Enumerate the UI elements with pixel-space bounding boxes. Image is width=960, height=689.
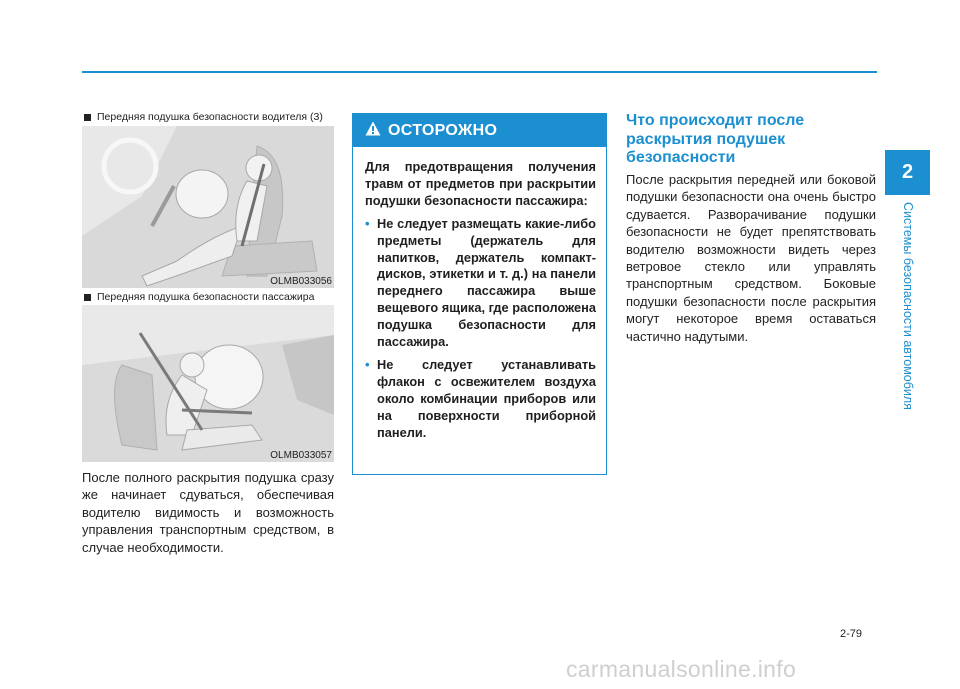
warning-bullet: [365, 216, 596, 351]
warning-body: [353, 147, 606, 442]
section-title: Что происходит после раскрытия подушек безопасности: [626, 112, 805, 166]
bullet-dot-icon: •: [365, 356, 370, 372]
warning-box: [352, 113, 607, 475]
page-number: 2-79: [840, 628, 863, 640]
chapter-label-text: Системы безопасности автомобиля: [901, 202, 915, 410]
driver-airbag-illustration: [82, 126, 334, 288]
header-rule: [82, 71, 877, 73]
figure2-caption-text: Передняя подушка безопасности пассажира: [97, 291, 315, 303]
warning-bullet-text: Не следует размещать какие-либо предметы (держатель для напитков, держатель компакт-дисков, этикетки и т. д.) на панели переднего пассажира выше вещевого ящика, где расположена подушка безопасности для пассажира.: [377, 215, 596, 350]
figure1-code: OLMB033056: [270, 276, 332, 287]
watermark: carmanualsonline.info: [566, 656, 797, 682]
warning-title: ОСТОРОЖНО: [388, 121, 498, 139]
square-bullet-icon: [84, 294, 91, 301]
section-paragraph: После раскрытия передней или боковой подушки безопасности она очень быстро сдувается. Разворачивание подушки безопасности не будет препятствовать водителю возможности видеть через ветровое стекло или управлять транспортным средством. Боковые подушки безопасности после раскрытия могут некоторое время оставаться частично надутыми.: [626, 172, 876, 344]
bullet-dot-icon: •: [365, 215, 370, 231]
warning-header: [353, 114, 606, 147]
figure2-caption: [84, 291, 314, 303]
figure1-caption: [84, 111, 323, 123]
figure2-code: OLMB033057: [270, 450, 332, 461]
square-bullet-icon: [84, 114, 91, 121]
warning-intro: Для предотвращения получения травм от предметов при раскрытии подушки безопасности пассажира:: [365, 159, 596, 208]
warning-bullet-text: Не следует устанавливать флакон с освежителем воздуха около комбинации приборов или на поверхности приборной панели.: [377, 356, 596, 440]
warning-triangle-icon: [365, 121, 381, 141]
figure1-caption-text: Передняя подушка безопасности водителя (3): [97, 111, 323, 123]
warning-bullet: [365, 357, 596, 442]
chapter-tab: 2: [885, 150, 930, 195]
body-paragraph: После полного раскрытия подушка сразу же начинает сдуваться, обеспечивая водителю видимость и возможность управления транспортным средством, в случае необходимости.: [82, 470, 334, 555]
chapter-label: [888, 202, 928, 442]
passenger-airbag-illustration: [82, 305, 334, 462]
